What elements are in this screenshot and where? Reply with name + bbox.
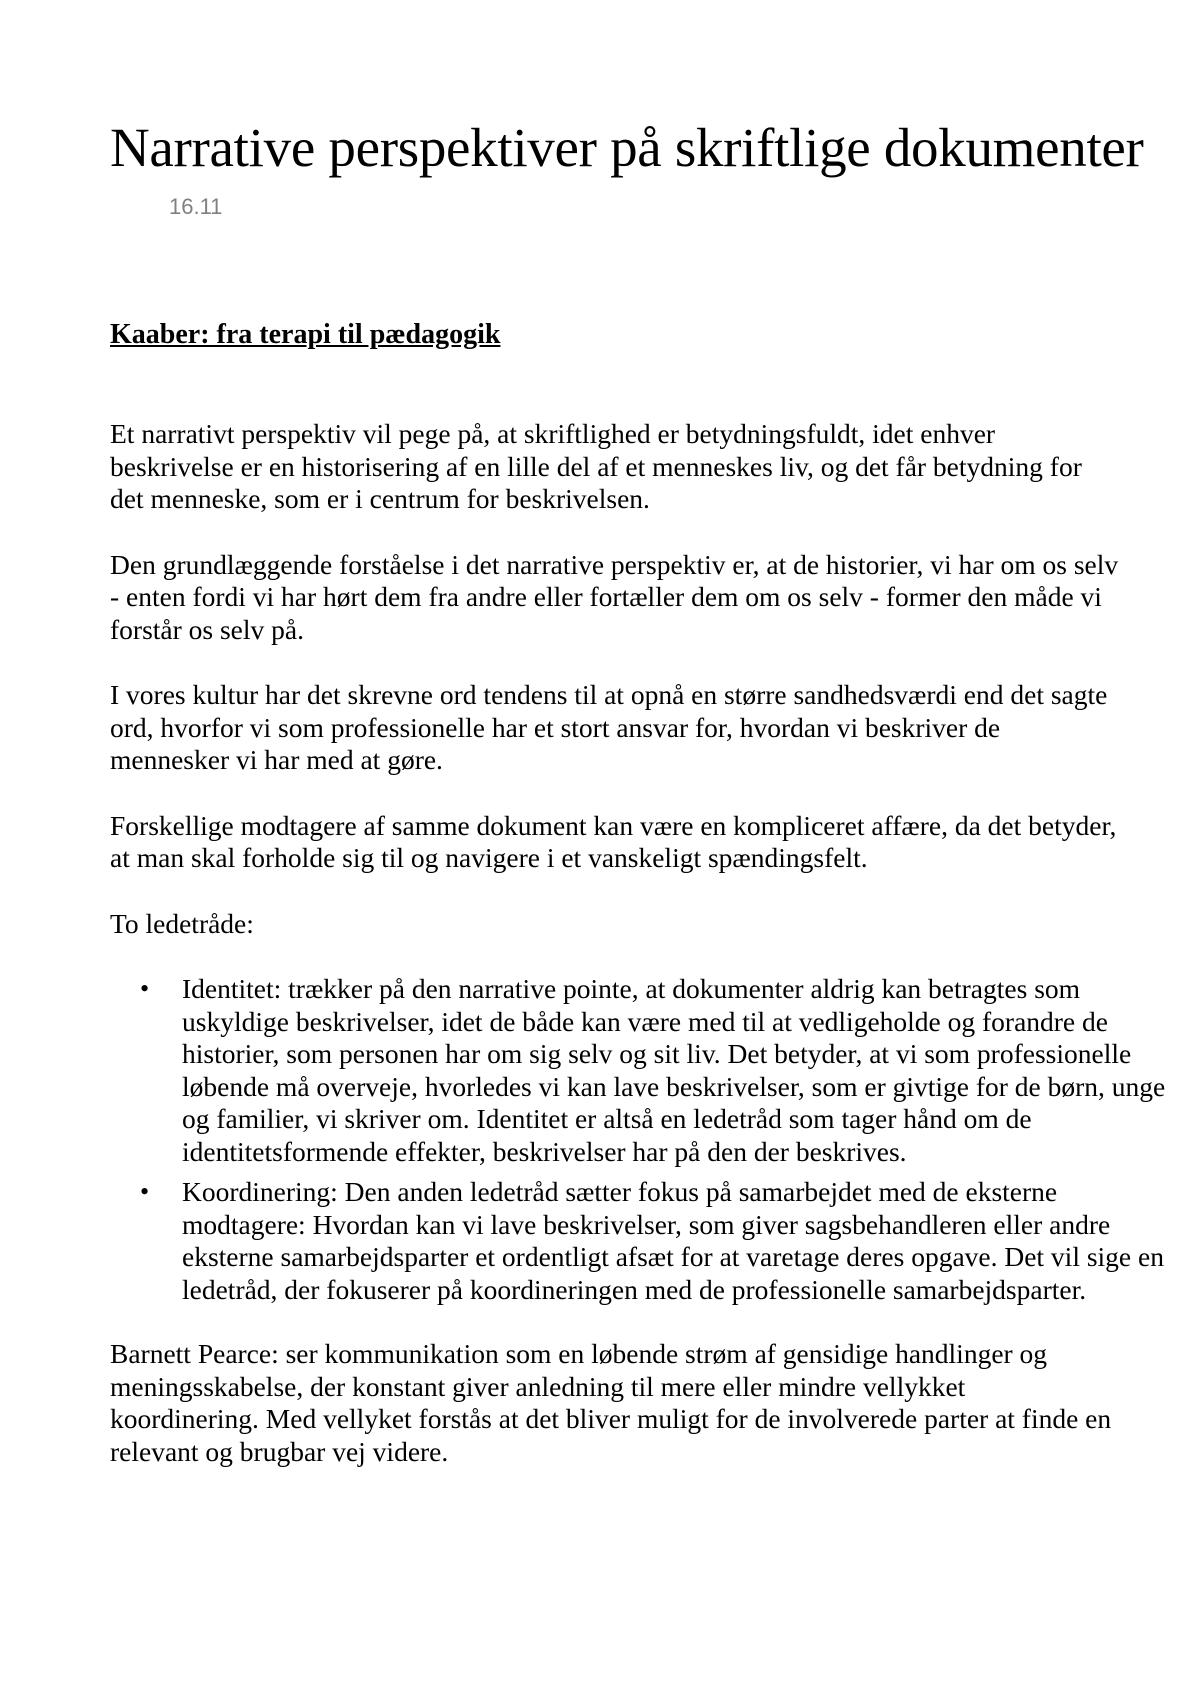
paragraph-list-intro: To ledetråde:: [110, 907, 254, 939]
section-heading: Kaaber: fra terapi til pædagogik: [110, 319, 501, 350]
bullet-list: [110, 973, 1166, 1306]
bullet-icon: •: [140, 974, 150, 1003]
bullet-text: Koordinering: Den anden ledetråd sætter fokus på samarbejdet med de eksterne modtagere: Hvordan kan vi lave beskrivelser, som giver sagsbehandleren eller andre eksterne samarbejdsparter et ordentligt afsæt for at varetage deres opgave. Det vil sige en ledetråd, der fokuserer på koordineringen med de professionelle samarbejdsparter.: [182, 1176, 1164, 1305]
paragraph: Forskellige modtagere af samme dokument kan være en kompliceret affære, da det betyder, at man skal forholde sig til og navigere i et vanskeligt spændingsfelt.: [110, 809, 1117, 873]
paragraph: Et narrativt perspektiv vil pege på, at skriftlighed er betydningsfuldt, idet enhver beskrivelse er en historisering af en lille del af et menneskes liv, og det får betydning for det menneske, som er i centrum for beskrivelsen.: [110, 418, 1082, 514]
document-title: Narrative perspektiver på skriftlige dokumenter: [110, 117, 1144, 178]
document-body: [110, 418, 1166, 1501]
bullet-item-identity: [140, 973, 1182, 1168]
document-date: 16.11: [169, 194, 223, 219]
bullet-icon: •: [140, 1177, 150, 1206]
paragraph: I vores kultur har det skrevne ord tendens til at opnå en større sandhedsværdi end det sagte ord, hvorfor vi som professionelle har et stort ansvar for, hvordan vi beskriver de mennesker vi har med at gøre.: [110, 679, 1108, 775]
bullet-item-coordination: [140, 1176, 1182, 1306]
closing-paragraph: Barnett Pearce: ser kommunikation som en løbende strøm af gensidige handlinger og meningsskabelse, der konstant giver anledning til mere eller mindre vellykket koordinering. Med vellyket forstås at det bliver muligt for de involverede parter at finde en relevant og brugbar vej videre.: [110, 1338, 1112, 1467]
paragraph: Den grundlæggende forståelse i det narrative perspektiv er, at de historier, vi har om os selv - enten fordi vi har hørt dem fra andre eller fortæller dem om os selv - former den måde vi forstår os selv på.: [110, 548, 1119, 645]
bullet-text: Identitet: trækker på den narrative pointe, at dokumenter aldrig kan betragtes som uskyldige beskrivelser, idet de både kan være med til at vedligeholde og forandre de historier, som personen har om sig selv og sit liv. Det betyder, at vi som professionelle løbende må overveje, hvorledes vi kan lave beskrivelser, som er givtige for de børn, unge og familier, vi skriver om. Identitet er altså en ledetråd som tager hånd om de identitetsformende effekter, beskrivelser har på den der beskrives.: [182, 973, 1166, 1167]
